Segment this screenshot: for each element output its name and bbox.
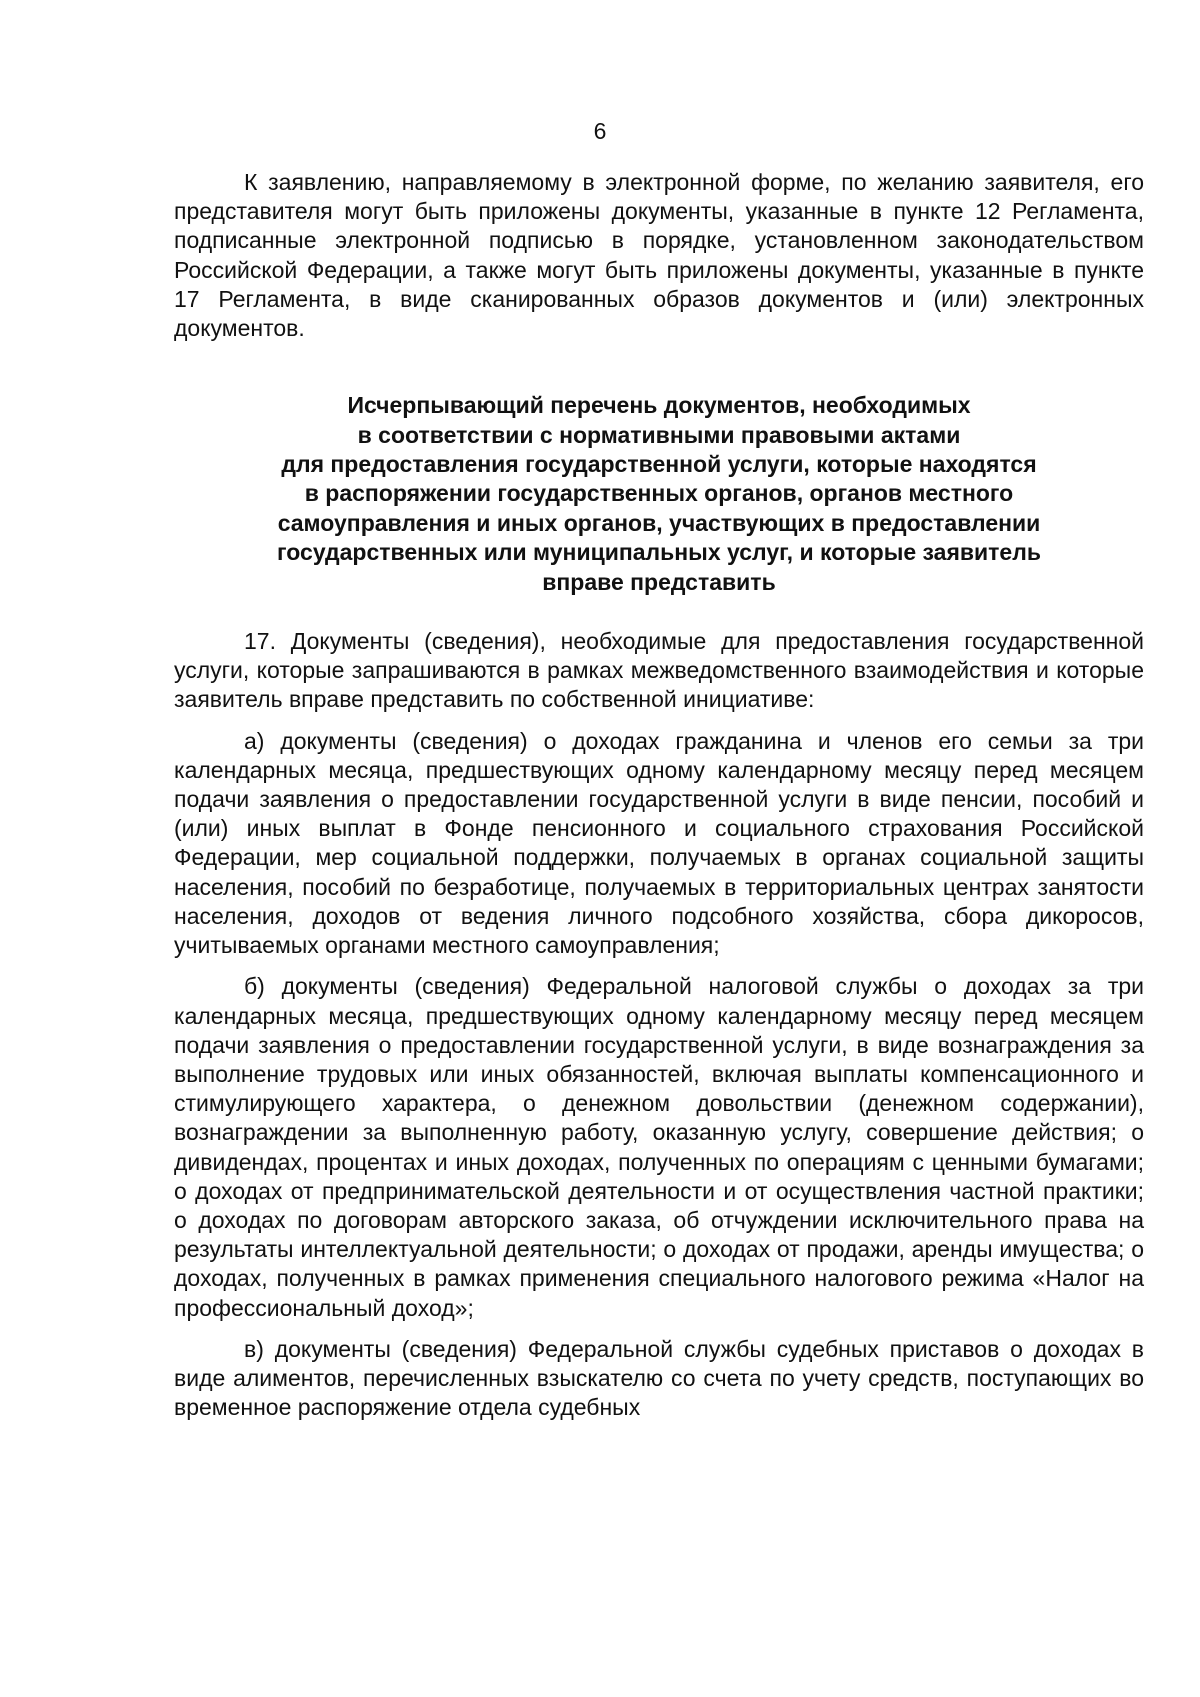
item-a-paragraph: а) документы (сведения) о доходах гражданина и членов его семьи за три календарных месяца, предшествующих одному календарному месяцу перед месяцем подачи заявления о предоставлении государственной услуги в виде пенсии, пособий и (или) иных выплат в Фонде пенсионного и социального страхования Российской Федерации, мер социальной поддержки, получаемых в органах социальной защиты населения, пособий по безработице, получаемых в территориальных центрах занятости населения, доходов от ведения личного подсобного хозяйства, сбора дикоросов, учитываемых органами местного самоуправления; [174,727,1144,959]
item-b-paragraph: б) документы (сведения) Федеральной налоговой службы о доходах за три календарных месяца, предшествующих одному календарному месяцу перед месяцем подачи заявления о предоставлении государственной услуги, в виде вознаграждения за выполнение трудовых или иных обязанностей, включая выплаты компенсационного и стимулирующего характера, о денежном довольствии (денежном содержании), вознаграждении за выполненную работу, оказанную услугу, совершение действия; о дивидендах, процентах и иных доходах, полученных по операциям с ценными бумагами; о доходах от предпринимательской деятельности и от осуществления частной практики; о доходах по договорам авторского заказа, об отчуждении исключительного права на результаты интеллектуальной деятельности; о доходах от продажи, аренды имущества; о доходах, полученных в рамках применения специального налогового режима «Налог на профессиональный доход»; [174,973,1144,1321]
section-heading [174,391,1144,597]
heading-line: самоуправления и иных органов, участвующих в предоставлении [277,509,1041,536]
heading-line: для предоставления государственной услуги, которые находятся [281,451,1037,478]
intro-paragraph: К заявлению, направляемому в электронной форме, по желанию заявителя, его представителя могут быть приложены документы, указанные в пункте 12 Регламента, подписанные электронной подписью в порядке, установленном законодательством Российской Федерации, а также могут быть приложены документы, указанные в пункте 17 Регламента, в виде сканированных образов документов и (или) электронных документов. [174,169,1144,342]
heading-line: государственных или муниципальных услуг, и которые заявитель [277,539,1041,566]
heading-line: в соответствии с нормативными правовыми актами [357,421,961,448]
heading-line: вправе представить [542,568,776,595]
heading-line: Исчерпывающий перечень документов, необходимых [347,392,971,419]
page-number: 6 [593,118,607,144]
clause-17-paragraph: 17. Документы (сведения), необходимые для предоставления государственной услуги, которые запрашиваются в рамках межведомственного взаимодействия и которые заявитель вправе представить по собственной инициативе: [174,628,1144,713]
heading-line: в распоряжении государственных органов, органов местного [304,480,1014,507]
document-body [174,168,1144,1422]
item-v-paragraph: в) документы (сведения) Федеральной службы судебных приставов о доходах в виде алиментов, перечисленных взыскателю со счета по учету средств, поступающих во временное распоряжение отдела судебных [174,1335,1144,1421]
